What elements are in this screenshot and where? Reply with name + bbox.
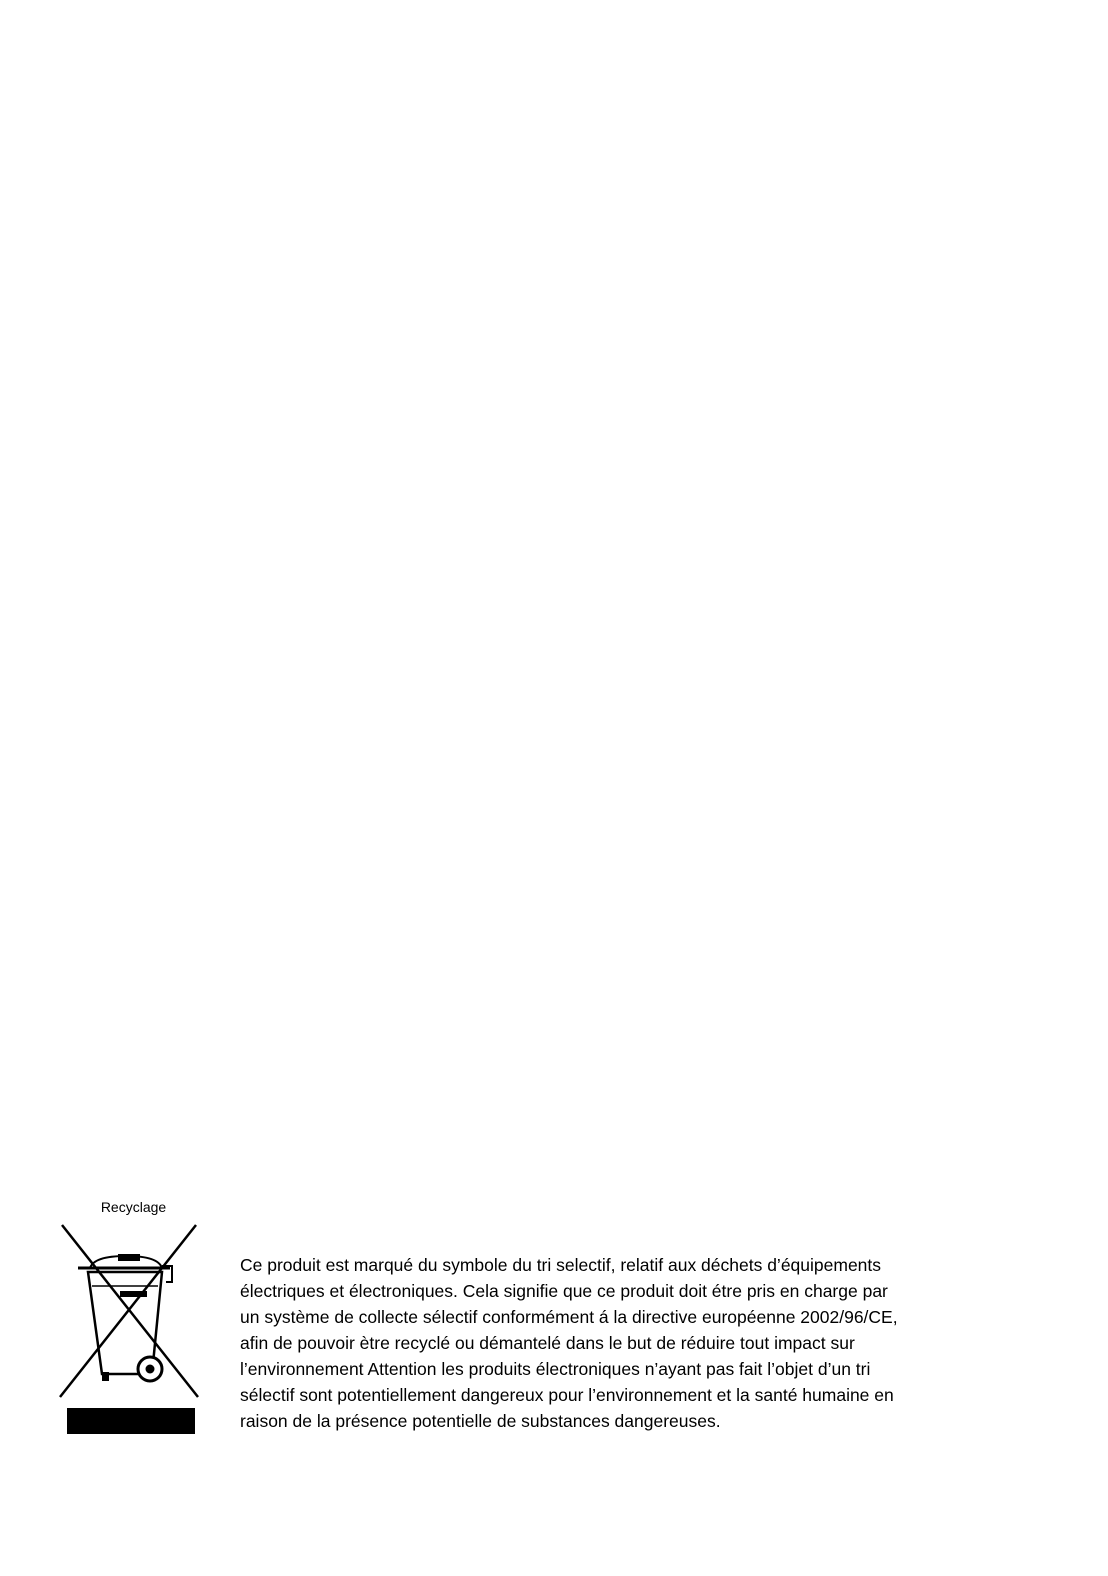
crossed-out-wheelie-bin-icon — [58, 1222, 208, 1437]
recycling-notice: Ce produit est marqué du symbole du tri selectif, relatif aux déchets d’équipements électriques et électroniques. Cela signifie que ce produit doit étre pris en charge par un système de collecte sélectif conformément á la directive européenne 2002/96/CE, afin de pouvoir ètre recyclé ou démantelé dans le but de réduire tout impact sur l’environnement Attention les produits électroniques n’ayant pas fait l’objet d’un tri sélectif sont potentiellement dangereux pour l’environnement et la santé humaine en raison de la présence potentielle de substances dangereuses. — [240, 1255, 898, 1431]
recycling-caption: Recyclage — [100, 1199, 167, 1215]
